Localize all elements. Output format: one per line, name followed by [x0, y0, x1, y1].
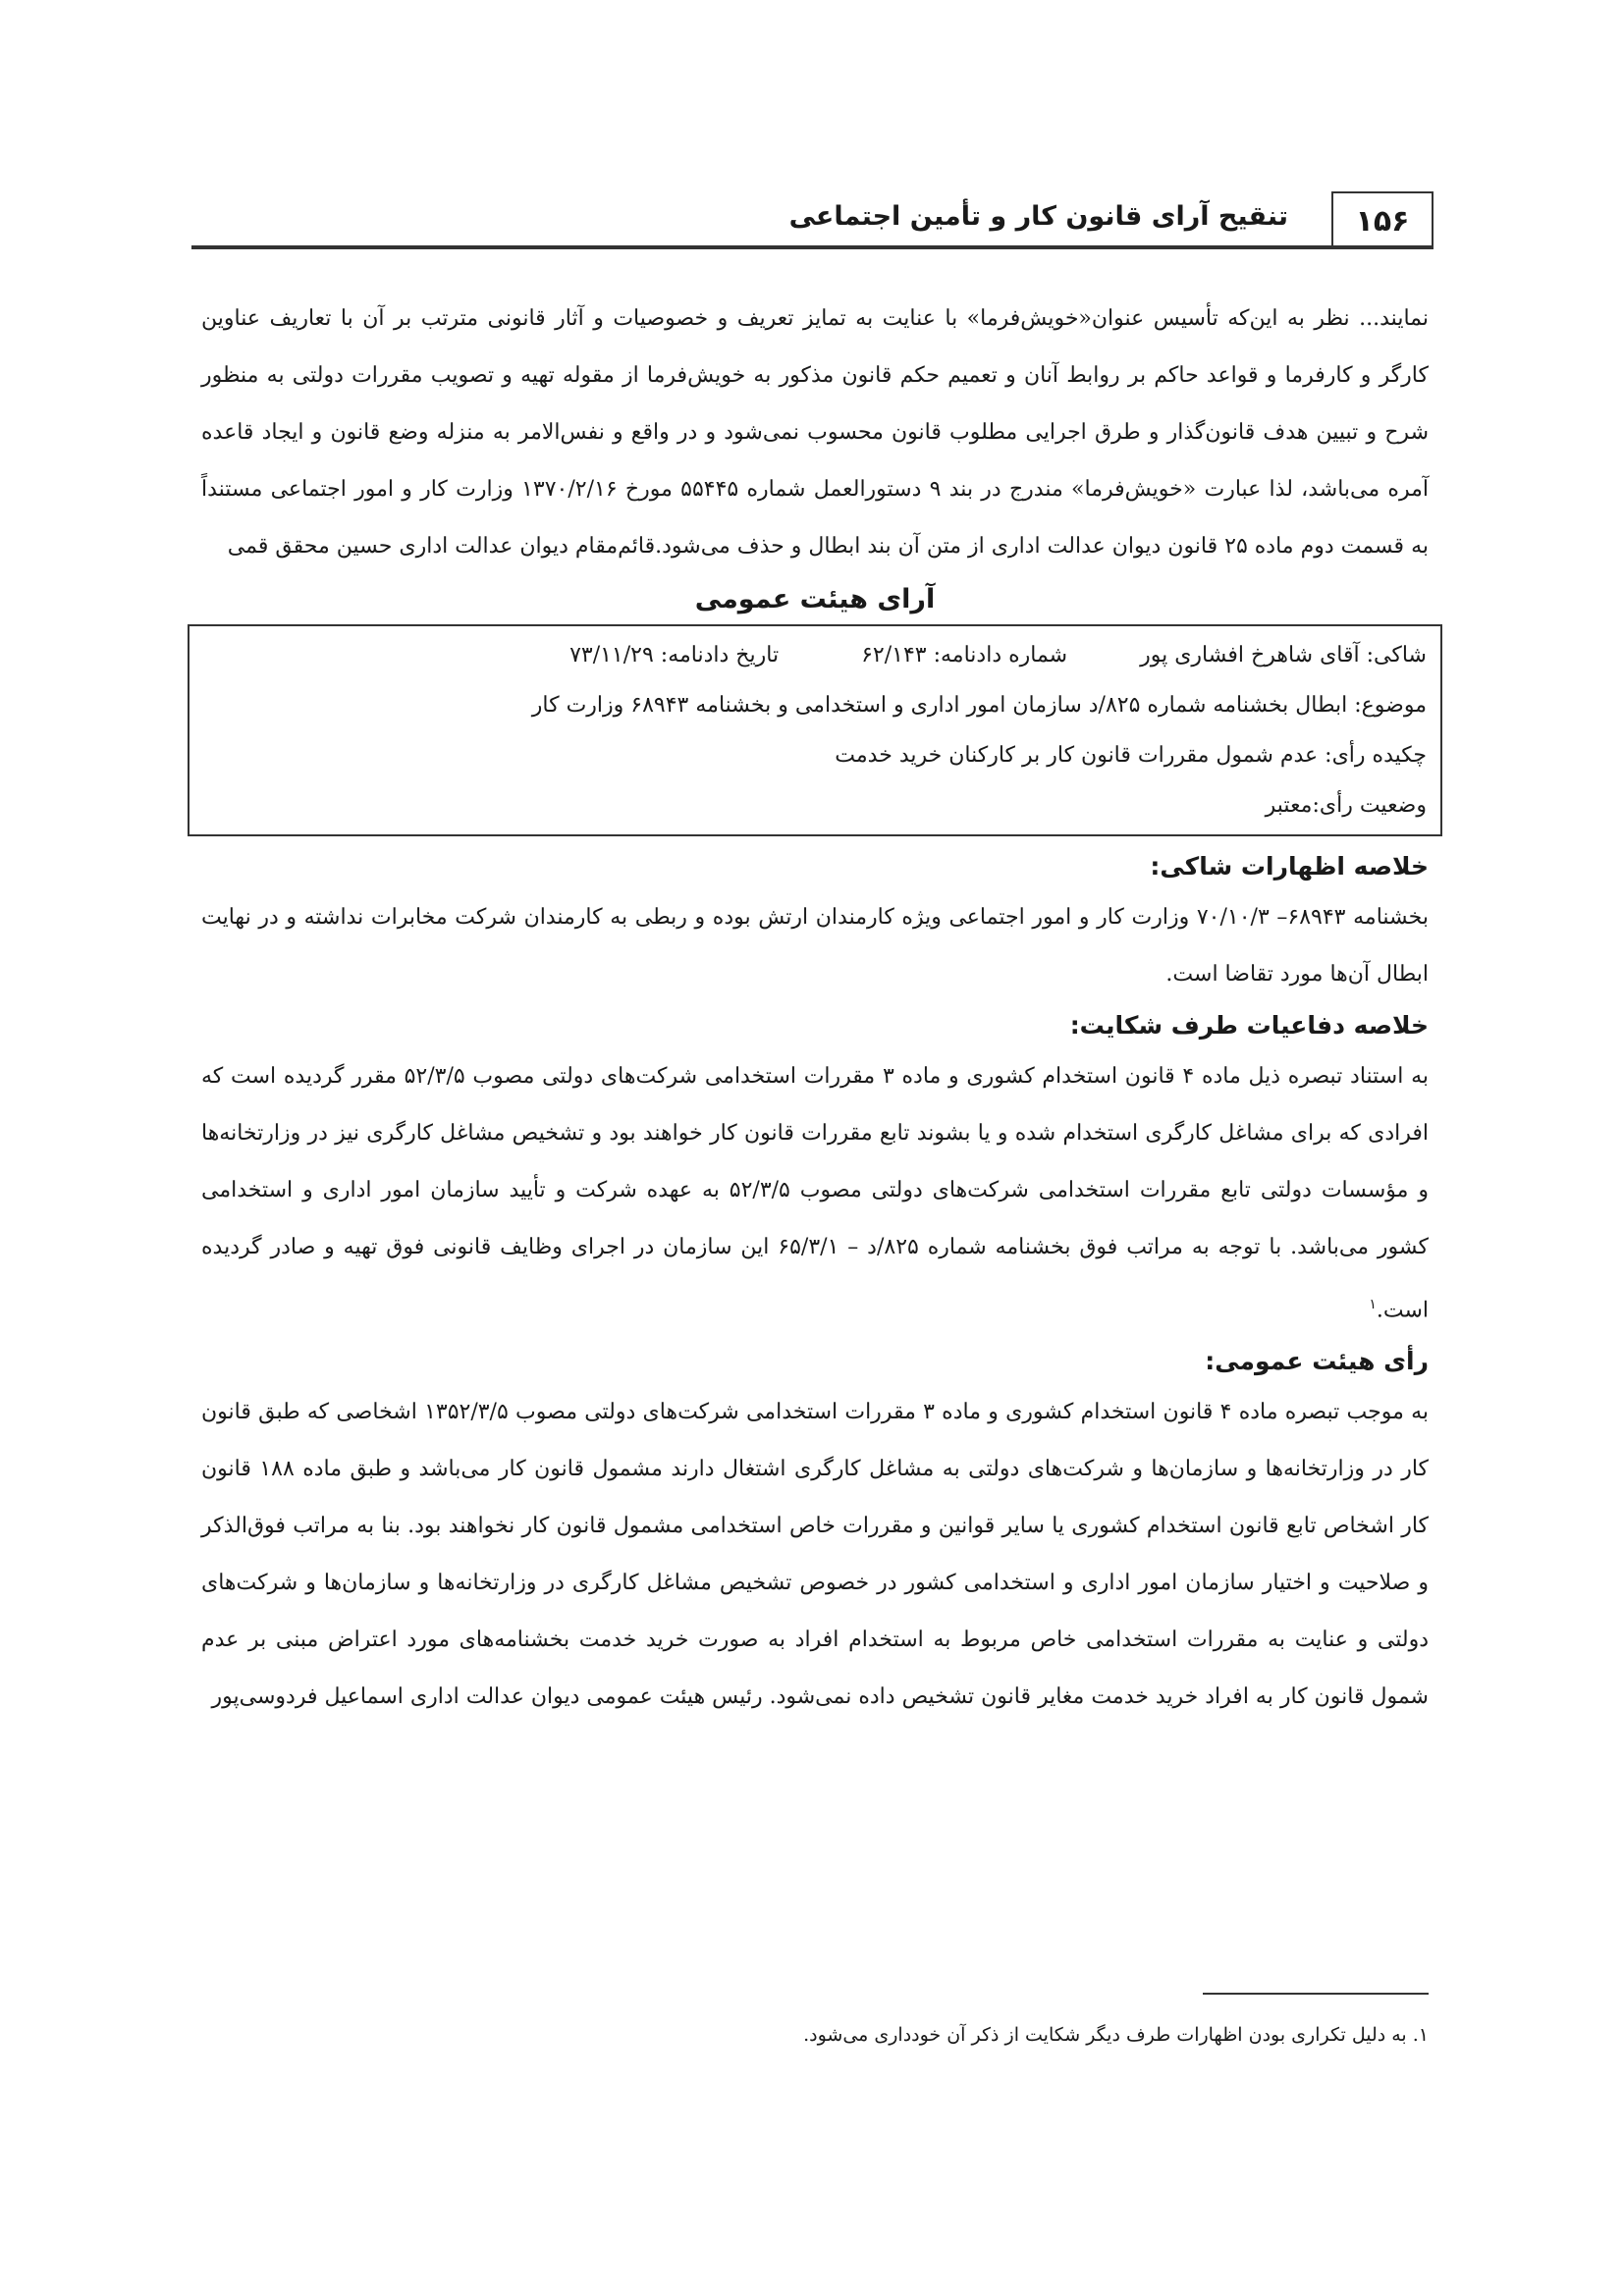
- defense-text: به استناد تبصره ذیل ماده ۴ قانون استخدام کشوری و ماده ۳ مقررات استخدامی شرکت‌های دولتی مصوب ۵۲/۳/۵ مقرر گردیده است که افرادی که برای مشاغل کارگری استخدام شده و یا بشوند تابع مقررات قانون کار خواهند بود و تشخیص مشاغل کارگری نیز در وزارتخانه‌ها و مؤسسات دولتی تابع مقررات استخدامی شرکت‌های دولتی مصوب ۵۲/۳/۵ به عهده شرکت و تأیید سازمان امور اداری و استخدامی کشور می‌باشد. با توجه به مراتب فوق بخشنامه شماره ۸۲۵/د – ۶۵/۳/۱ این سازمان در اجرای وظایف قانونی فوق تهیه و صادر گردیده است.: [201, 1064, 1430, 1323]
- verdict-subject: موضوع: ابطال بخشنامه شماره ۸۲۵/د سازمان امور اداری و استخدامی و بخشنامه ۶۸۹۴۳ وزارت کار: [531, 693, 1427, 718]
- verdict-date: تاریخ دادنامه: ۷۳/۱۱/۲۹: [569, 643, 780, 667]
- ruling-paragraph: به موجب تبصره ماده ۴ قانون استخدام کشوری و ماده ۳ مقررات استخدامی شرکت‌های دولتی مصوب ۱۳۵۲/۳/۵ اشخاصی که طبق قانون کار در وزارتخانه‌ها و سازمان‌ها و شرکت‌های دولتی به مشاغل کارگری اشتغال دارند مشمول قانون کار می‌باشد و طبق ماده ۱۸۸ قانون کار اشخاص تابع قانون استخدام کشوری یا سایر قوانین و مقررات خاص استخدامی مشمول قانون کار نخواهند بود. بنا به مراتب فوق‌الذکر و صلاحیت و اختیار سازمان امور اداری و استخدامی کشور در خصوص تشخیص مشاغل کارگری در وزارتخانه‌ها و سازمان‌ها و شرکت‌های دولتی و عنایت به مقررات استخدامی خاص مربوط به استخدام افراد به صورت خرید خدمت بخشنامه‌های مورد اعتراض مبنی بر عدم شمول قانون کار به افراد خرید خدمت مغایر قانون تشخیص داده نمی‌شود. رئیس هیئت عمومی دیوان عدالت اداری اسماعیل فردوسی‌پور: [201, 1400, 1430, 1710]
- footnote-reference[interactable]: ۱: [1369, 1297, 1377, 1312]
- footnote: ۱. به دلیل تکراری بودن اظهارات طرف دیگر شکایت از ذکر آن خودداری می‌شود.: [803, 2024, 1429, 2046]
- header-rule: [191, 245, 1434, 249]
- defense-paragraph: [201, 1048, 1429, 1339]
- main-content: [201, 291, 1429, 1726]
- intro-paragraph: نمایند... نظر به این‌که تأسیس عنوان«خویش‌فرما» با عنایت به تمایز تعریف و خصوصیات و آثار قانونی مترتب بر آن با تعاریف عناوین کارگر و کارفرما و قواعد حاکم بر روابط آنان و تعمیم حکم قانون مذکور به خویش‌فرما از مقوله تهیه و تصویب مقررات دولتی به منظور شرح و تبیین هدف قانون‌گذار و طرق اجرایی مطلوب قانون محسوب نمی‌شود و در واقع و نفس‌الامر به منزله وضع قانون و ایجاد قاعده آمره می‌باشد، لذا عبارت «خویش‌فرما» مندرج در بند ۹ دستورالعمل شماره ۵۵۴۴۵ مورخ ۱۳۷۰/۲/۱۶ وزارت کار و امور اجتماعی مستنداً به قسمت دوم ماده ۲۵ قانون دیوان عدالت اداری از متن آن بند ابطال و حذف می‌شود.قائم‌مقام دیوان عدالت اداری حسین محقق قمی: [201, 306, 1429, 559]
- page-number: ۱۵۶: [1331, 191, 1434, 248]
- defense-heading: خلاصه دفاعیات طرف شکایت:: [1069, 1011, 1429, 1040]
- verdict-summary: چکیده رأی: عدم شمول مقررات قانون کار بر کارکنان خرید خدمت: [835, 743, 1427, 768]
- ruling-heading: رأی هیئت عمومی:: [1205, 1347, 1429, 1376]
- verdict-number: شماره دادنامه: ۶۲/۱۴۳: [861, 643, 1068, 667]
- verdict-status: وضعیت رأی:معتبر: [1265, 793, 1427, 818]
- running-title: تنقیح آرای قانون کار و تأمین اجتماعی: [788, 201, 1288, 232]
- page-header: [191, 191, 1434, 248]
- general-board-heading: آرای هیئت عمومی: [694, 584, 936, 614]
- complainant-paragraph: بخشنامه ۶۸۹۴۳– ۷۰/۱۰/۳ وزارت کار و امور اجتماعی ویژه کارمندان ارتش بوده و ربطی به کارمندان شرکت مخابرات نداشته و در نهایت ابطال آن‌ها مورد تقاضا است.: [201, 905, 1429, 987]
- info-line-parties: [203, 630, 1427, 680]
- complainant-heading: خلاصه اظهارات شاکی:: [1150, 852, 1429, 881]
- verdict-info-box: [188, 624, 1442, 836]
- plaintiff: شاکی: آقای شاهرخ افشاری پور: [1140, 643, 1427, 667]
- footnote-rule: [1203, 1993, 1429, 1995]
